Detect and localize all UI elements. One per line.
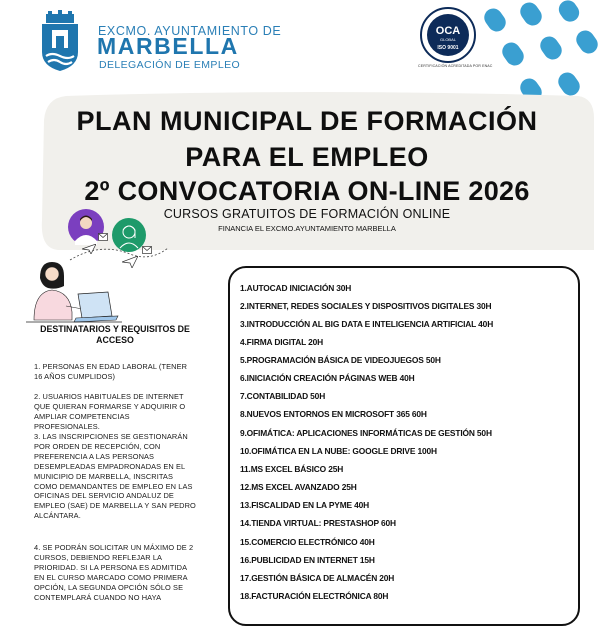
course-item: 14.TIENDA VIRTUAL: PRESTASHOP 60H	[240, 518, 396, 528]
ayuntamiento-line-1: EXCMO. AYUNTAMIENTO DE	[98, 24, 282, 38]
course-item: 9.OFIMÁTICA: APLICACIONES INFORMÁTICAS DE GESTIÓN 50H	[240, 428, 492, 438]
course-item: 15.COMERCIO ELECTRÓNICO 40H	[240, 537, 375, 547]
course-item: 7.CONTABILIDAD 50H	[240, 391, 326, 401]
course-item: 12.MS EXCEL AVANZADO 25H	[240, 482, 357, 492]
course-item: 6.INICIACIÓN CREACIÓN PÁGINAS WEB 40H	[240, 373, 415, 383]
requirements-title: DESTINATARIOS Y REQUISITOS DE ACCESO	[40, 324, 190, 345]
course-item: 4.FIRMA DIGITAL 20H	[240, 337, 324, 347]
marbella-crest-logo	[38, 10, 82, 72]
course-item: 18.FACTURACIÓN ELECTRÓNICA 80H	[240, 591, 389, 601]
course-item: 17.GESTIÓN BÁSICA DE ALMACÉN 20H	[240, 573, 395, 583]
funding-note: FINANCIA EL EXCMO.AYUNTAMIENTO MARBELLA	[218, 224, 396, 233]
course-item: 2.INTERNET, REDES SOCIALES Y DISPOSITIVOS DIGITALES 30H	[240, 301, 492, 311]
oca-certification-seal	[420, 7, 476, 63]
envelope-icon	[98, 233, 108, 241]
oca-iso-text: ISO 9001	[437, 45, 459, 51]
course-item: 1.AUTOCAD INICIACIÓN 30H	[240, 283, 352, 293]
paper-plane-icon	[122, 256, 138, 268]
requirement-item: 2. USUARIOS HABITUALES DE INTERNET QUE QUIERAN FORMARSE Y ADQUIRIR O AMPLIAR COMPETENCIAS PROFESIONALES.	[34, 392, 186, 431]
course-item: 13.FISCALIDAD EN LA PYME 40H	[240, 500, 370, 510]
oca-global-text: GLOBAL	[439, 37, 457, 42]
course-item: 3.INTRODUCCIÓN AL BIG DATA E INTELIGENCIA ARTIFICIAL 40H	[240, 319, 494, 329]
requirement-item: 4. SE PODRÁN SOLICITAR UN MÁXIMO DE 2 CURSOS, DEBIENDO REFLEJAR LA PRIORIDAD. SI LA PERSONA ES ADMITIDA EN EL CURSO MARCADO COMO PRIMERA OPCIÓN, LA SEGUNDA OPCIÓN SÓLO SE CONTEMPLARÁ CUANDO NO HAYA	[34, 543, 194, 602]
course-item: 16.PUBLICIDAD EN INTERNET 15H	[240, 555, 375, 565]
oca-logo-text: OCA	[435, 25, 461, 37]
person-with-laptop-illustration	[26, 256, 122, 328]
avatar-green-icon	[112, 218, 146, 252]
course-item: 8.NUEVOS ENTORNOS EN MICROSOFT 365 60H	[240, 409, 427, 419]
envelope-icon	[142, 246, 152, 254]
paper-plane-icon	[82, 244, 96, 254]
course-item: 5.PROGRAMACIÓN BÁSICA DE VIDEOJUEGOS 50H	[240, 355, 441, 365]
course-item: 11.MS EXCEL BÁSICO 25H	[240, 464, 344, 474]
certification-caption: CERTIFICACIÓN ACREDITADA POR ENAC	[418, 64, 493, 68]
ayuntamiento-name: MARBELLA	[97, 33, 239, 59]
course-item: 10.OFIMÁTICA EN LA NUBE: GOOGLE DRIVE 100H	[240, 446, 437, 456]
title-line-2: PARA EL EMPLEO	[185, 142, 429, 172]
requirement-item: 1. PERSONAS EN EDAD LABORAL (TENER 16 AÑOS CUMPLIDOS)	[34, 362, 188, 381]
delegacion-empleo: DELEGACIÓN DE EMPLEO	[99, 59, 241, 71]
title-line-3: 2º CONVOCATORIA ON-LINE 2026	[84, 176, 530, 206]
subtitle: CURSOS GRATUITOS DE FORMACIÓN ONLINE	[163, 207, 451, 221]
requirement-item: 3. LAS INSCRIPCIONES SE GESTIONARÁN POR ORDEN DE RECEPCIÓN, CON PREFERENCIA A LAS PERSONAS DESEMPLEADAS EMPADRONADAS EN EL MUNICIPIO DE MARBELLA, INSCRITAS COMO DEMANDANTES DE EMPLEO EN LAS OFICINAS DEL SERVICIO ANDALUZ DE EMPLEO (SAE) DE MARBELLA Y SAN PEDRO ALCÁNTARA.	[34, 432, 196, 521]
title-line-1: PLAN MUNICIPAL DE FORMACIÓN	[76, 106, 538, 136]
